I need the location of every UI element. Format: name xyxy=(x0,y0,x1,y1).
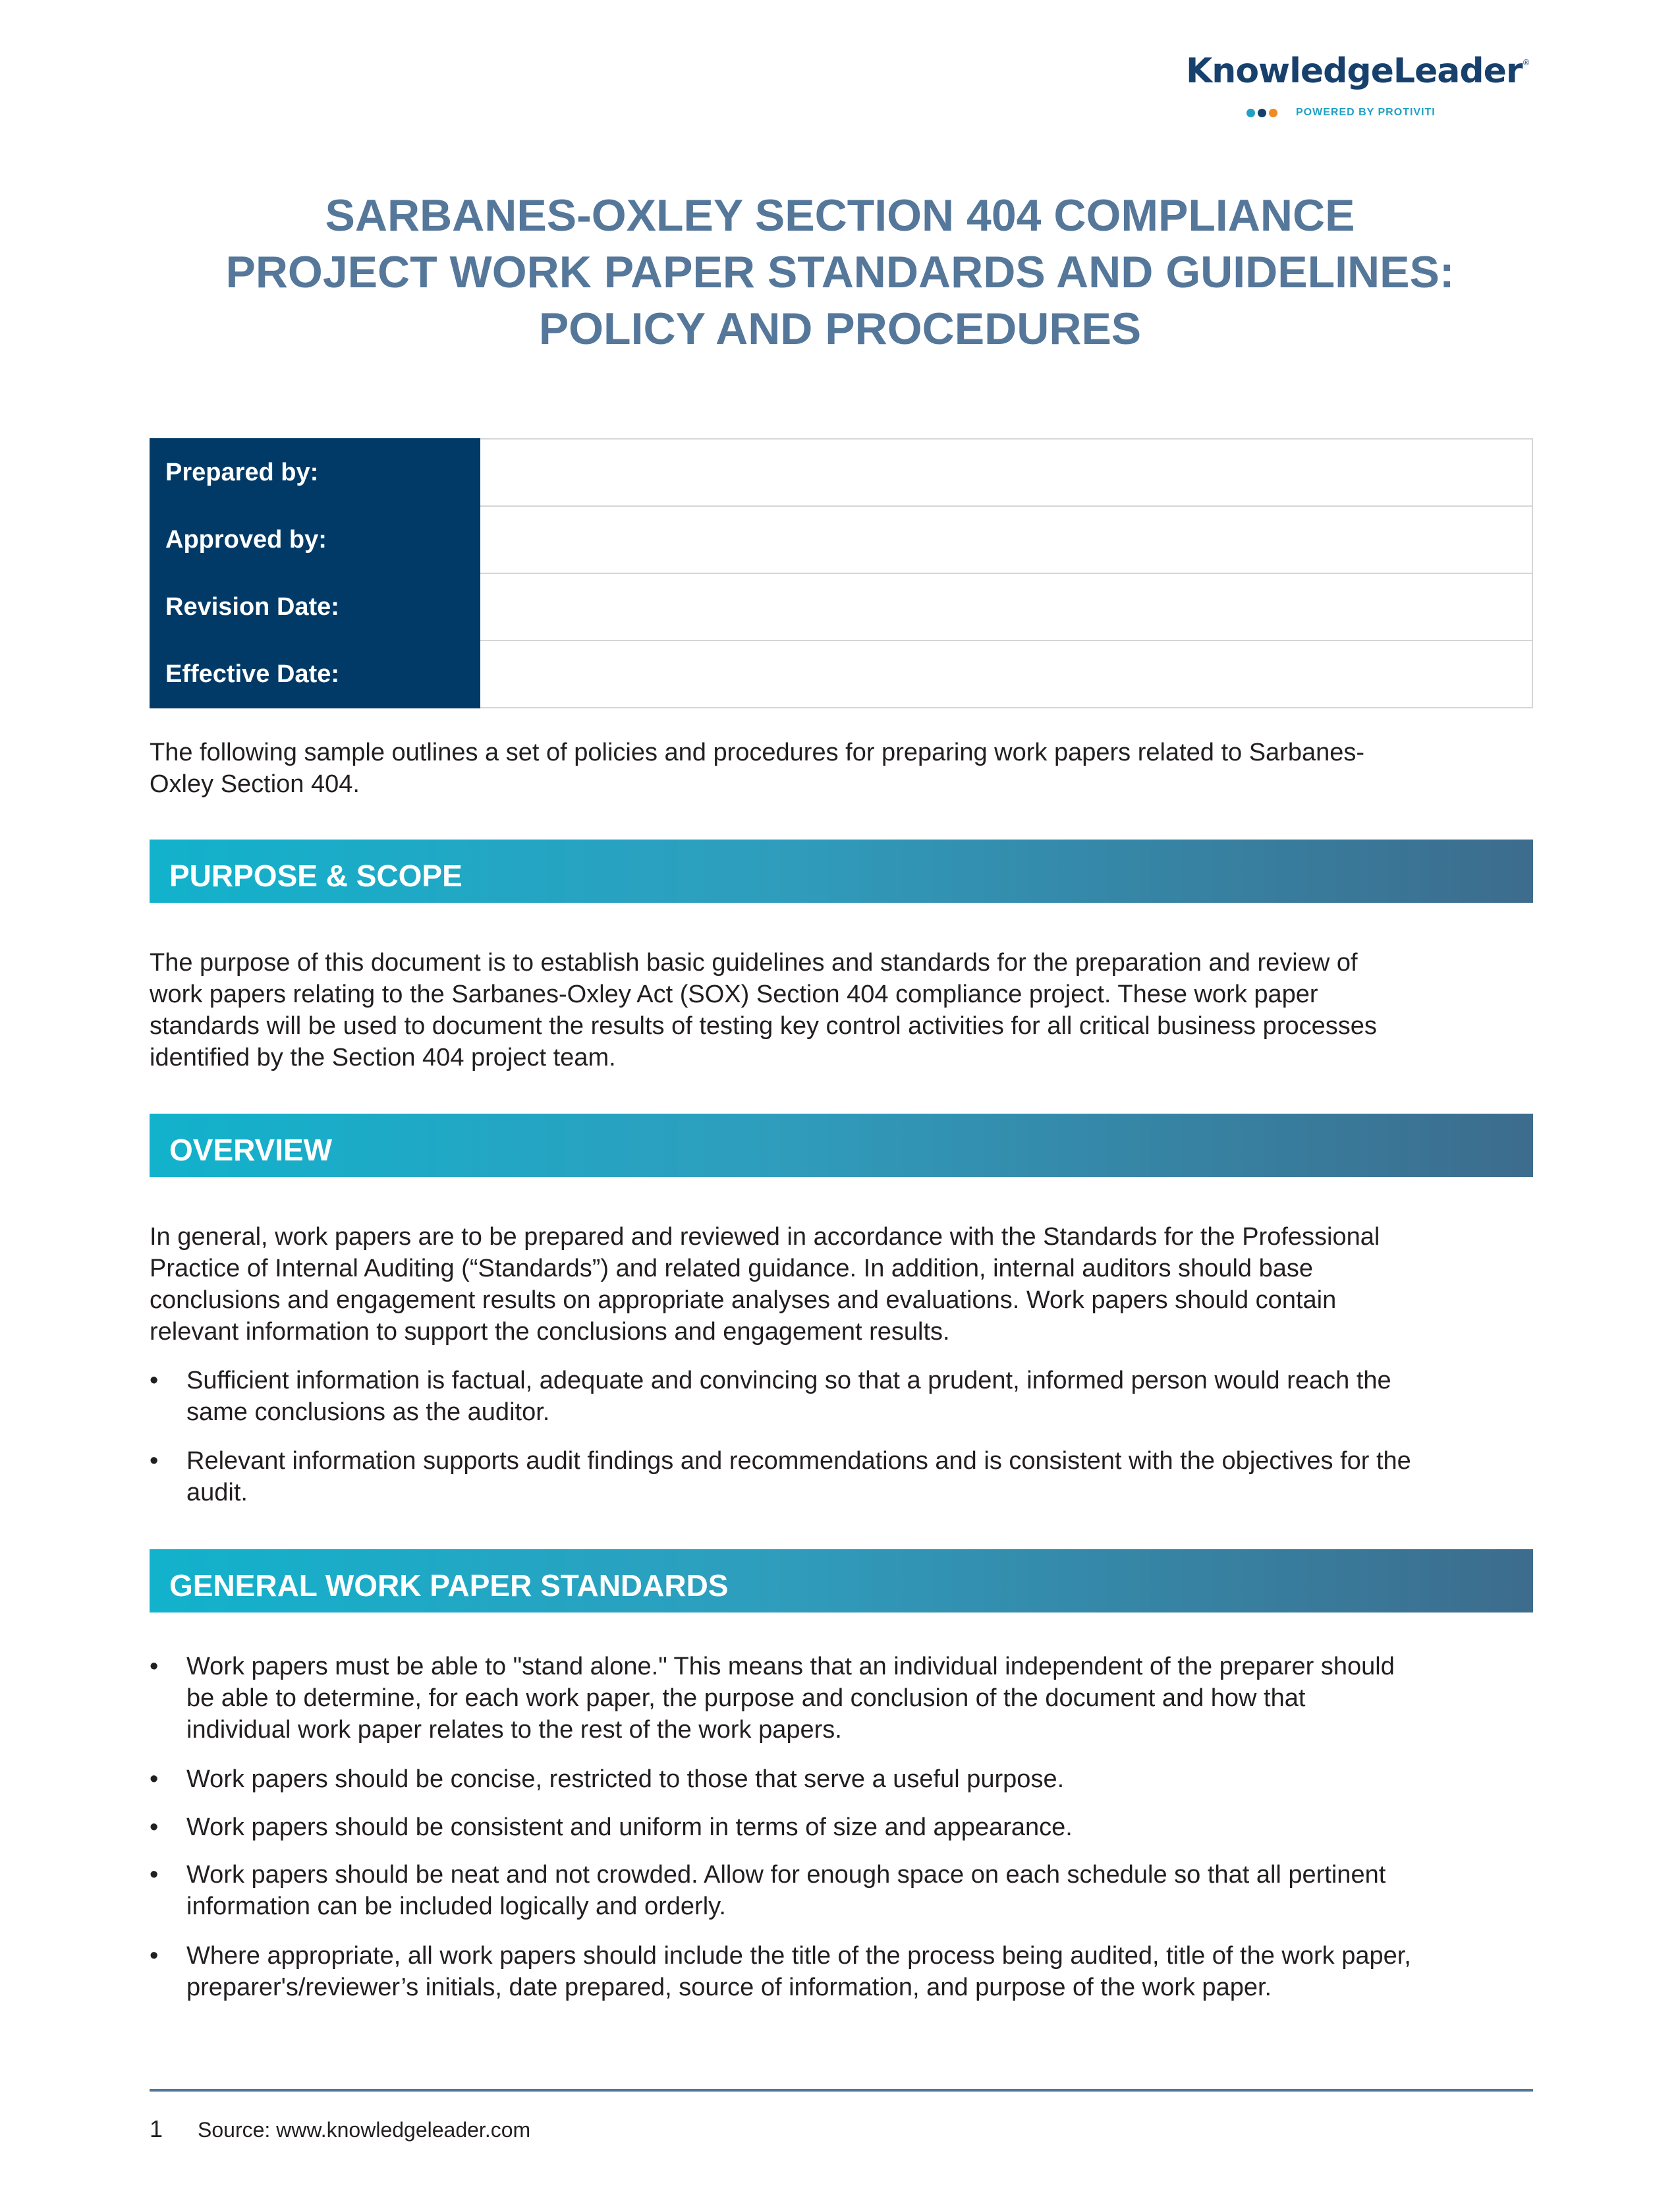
text-line: Relevant information supports audit findings and recommendations and is consistent with the objectives for the xyxy=(186,1447,1411,1475)
logo-wordmark: KnowledgeLeader® xyxy=(1186,51,1530,91)
text-line: conclusions and engagement results on appropriate analyses and evaluations. Work papers should contain xyxy=(150,1286,1337,1314)
effective-date-field[interactable] xyxy=(480,641,1532,708)
footer-divider xyxy=(150,2089,1533,2092)
revision-date-field[interactable] xyxy=(480,573,1532,641)
text-line: Work papers must be able to "stand alone." This means that an individual independent of the preparer should xyxy=(186,1653,1395,1680)
text-line: The purpose of this document is to establish basic guidelines and standards for the preparation and review of xyxy=(150,949,1358,977)
text-line: Oxley Section 404. xyxy=(150,770,360,798)
text-line: Work papers should be neat and not crowded. Allow for enough space on each schedule so that all pertinent xyxy=(186,1861,1386,1889)
section-heading-purpose xyxy=(150,840,1533,903)
text-line: Where appropriate, all work papers should include the title of the process being audited, title of the work paper, xyxy=(186,1942,1411,1970)
bullet-icon: • xyxy=(150,1942,159,1970)
table-row xyxy=(150,506,1532,573)
section-heading-overview xyxy=(150,1114,1533,1177)
logo-dot-icon xyxy=(1258,109,1266,117)
table-row xyxy=(150,641,1532,708)
section-heading-text: OVERVIEW xyxy=(169,1133,333,1167)
title-line: POLICY AND PROCEDURES xyxy=(538,304,1142,354)
section-heading-text: GENERAL WORK PAPER STANDARDS xyxy=(169,1568,729,1603)
text-line: identified by the Section 404 project team. xyxy=(150,1044,616,1071)
approved-by-label: Approved by: xyxy=(150,506,480,573)
page-number: 1 xyxy=(150,2115,163,2142)
revision-date-label: Revision Date: xyxy=(150,573,480,641)
bullet-icon: • xyxy=(150,1765,159,1793)
text-line: Practice of Internal Auditing (“Standards”) and related guidance. In addition, internal auditors should base xyxy=(150,1255,1313,1282)
title-line: PROJECT WORK PAPER STANDARDS AND GUIDELINES: xyxy=(225,247,1455,297)
approved-by-field[interactable] xyxy=(480,506,1532,573)
table-row xyxy=(150,439,1532,506)
text-line: individual work paper relates to the rest of the work papers. xyxy=(186,1716,842,1744)
document-title xyxy=(0,187,1680,357)
bullet-icon: • xyxy=(150,1813,159,1841)
title-line: SARBANES-OXLEY SECTION 404 COMPLIANCE xyxy=(325,190,1355,241)
text-line: same conclusions as the auditor. xyxy=(186,1398,550,1426)
logo-dot-icon xyxy=(1269,109,1277,117)
text-line: Work papers should be concise, restricted to those that serve a useful purpose. xyxy=(186,1765,1065,1793)
text-line: audit. xyxy=(186,1479,248,1506)
text-line: information can be included logically and orderly. xyxy=(186,1893,726,1920)
bullet-icon: • xyxy=(150,1367,159,1394)
prepared-by-label: Prepared by: xyxy=(150,439,480,506)
bullet-icon: • xyxy=(150,1447,159,1475)
table-row xyxy=(150,573,1532,641)
logo-tagline-row xyxy=(1246,107,1510,119)
bullet-icon: • xyxy=(150,1653,159,1680)
text-line: preparer's/reviewer’s initials, date prepared, source of information, and purpose of the work paper. xyxy=(186,1974,1272,2001)
prepared-by-field[interactable] xyxy=(480,439,1532,506)
text-line: Work papers should be consistent and uniform in terms of size and appearance. xyxy=(186,1813,1073,1841)
purpose-paragraph xyxy=(150,947,1546,1073)
logo-tagline: POWERED BY PROTIVITI xyxy=(1296,107,1436,118)
text-line: relevant information to support the conclusions and engagement results. xyxy=(150,1318,950,1346)
text-line: standards will be used to document the results of testing key control activities for all critical business processes xyxy=(150,1012,1377,1040)
section-heading-text: PURPOSE & SCOPE xyxy=(169,859,462,893)
effective-date-label: Effective Date: xyxy=(150,641,480,708)
logo-dot-icon xyxy=(1246,109,1255,117)
text-line: The following sample outlines a set of policies and procedures for preparing work papers related to Sarbanes- xyxy=(150,739,1365,766)
knowledgeleader-logo xyxy=(1186,51,1530,118)
section-heading-standards xyxy=(150,1549,1533,1612)
bullet-icon: • xyxy=(150,1861,159,1889)
text-line: Sufficient information is factual, adequate and convincing so that a prudent, informed person would reach the xyxy=(186,1367,1391,1394)
footer-source: Source: www.knowledgeleader.com xyxy=(198,2118,531,2142)
intro-paragraph xyxy=(150,737,1546,800)
overview-paragraph xyxy=(150,1221,1546,1348)
text-line: work papers relating to the Sarbanes-Oxley Act (SOX) Section 404 compliance project. These work paper xyxy=(150,981,1318,1008)
text-line: In general, work papers are to be prepared and reviewed in accordance with the Standards for the Professional xyxy=(150,1223,1380,1251)
document-info-table xyxy=(150,438,1533,708)
text-line: be able to determine, for each work paper, the purpose and conclusion of the document and how that xyxy=(186,1684,1306,1712)
